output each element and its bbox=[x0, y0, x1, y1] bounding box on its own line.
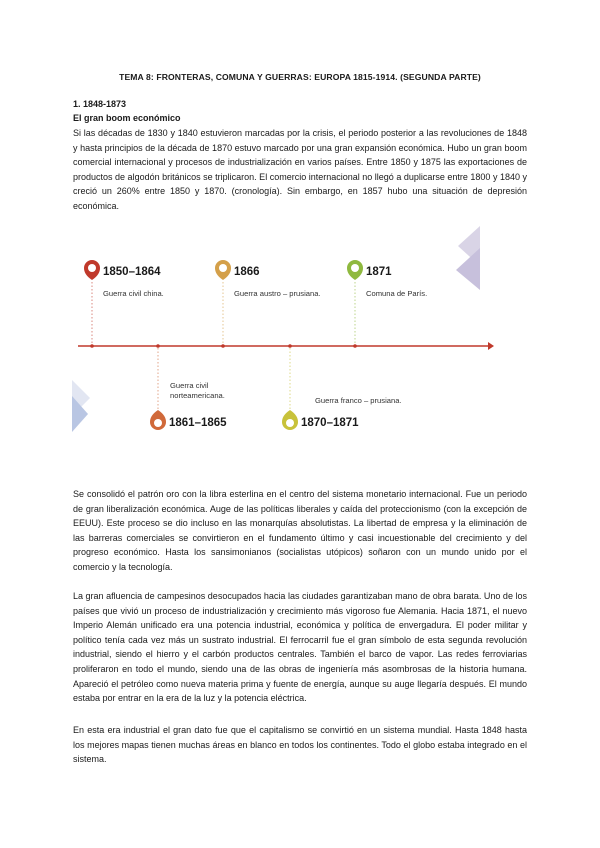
timeline-tick bbox=[156, 344, 160, 348]
paragraph-industrialization: La gran afluencia de campesinos desocupados hacia las ciudades garantizaban mano de obra barata. Uno de los países que vivió un proceso de industrialización y crecimiento más vigoroso fue Alemania. Hacia 1871, el nuevo Imperio Alemán unificado era una potencia industrial, económica y política de envergadura. El poder militar y político tenía cada vez más un sustrato industrial. El ferrocarril fue el gran símbolo de esta segunda revolución industrial, siendo el hierro y el carbón productos centrales. También el barco de vapor. Las redes ferroviarias proliferaron en todo el mundo, siendo una de las obras de ingeniería más asombrosas de la historia humana. Apareció el petróleo como nueva materia prima y fuente de energía, aunque su auge llegaría después. El mundo estaba por entrar en la era de la luz y la potencia eléctrica. bbox=[73, 591, 527, 704]
timeline-tick bbox=[221, 344, 225, 348]
timeline-event: norteamericana. bbox=[170, 391, 225, 400]
timeline-event: Comuna de París. bbox=[366, 289, 428, 298]
timeline-entry-1870 bbox=[282, 348, 402, 430]
timeline-entry-1850 bbox=[84, 260, 164, 344]
timeline-date: 1850–1864 bbox=[103, 266, 161, 278]
timeline-date: 1866 bbox=[234, 266, 260, 278]
timeline-date: 1871 bbox=[366, 266, 392, 278]
timeline-tick bbox=[288, 344, 292, 348]
timeline-entry-1861 bbox=[150, 348, 227, 430]
document-title: TEMA 8: FRONTERAS, COMUNA Y GUERRAS: EUROPA 1815-1914. (SEGUNDA PARTE) bbox=[119, 72, 481, 82]
paragraph-intro: Si las décadas de 1830 y 1840 estuvieron marcadas por la crisis, el periodo posterior a las revoluciones de 1848 y hasta principios de la década de 1870 estuvo marcado por una gran expansión económica. Hubo un gran boom comercial internacional y procesos de industrialización en varios países. Entre 1850 y 1875 las exportaciones de productos de algodón británicos se triplicaron. El comercio internacional no llegó a duplicarse entre 1800 y 1840 y creció un 260% entre 1850 y 1870. (cronología). Sin embargo, en 1857 hubo una situación de depresión económica. bbox=[73, 128, 527, 211]
subsection-heading: El gran boom económico bbox=[73, 113, 181, 123]
timeline-tick bbox=[353, 344, 357, 348]
timeline-event: Guerra civil bbox=[170, 381, 209, 390]
timeline-arrowhead bbox=[488, 342, 494, 350]
timeline-tick bbox=[90, 344, 94, 348]
timeline-event: Guerra civil china. bbox=[103, 289, 164, 298]
timeline-entry-1866 bbox=[215, 260, 321, 344]
paragraph-gold-standard: Se consolidó el patrón oro con la libra esterlina en el centro del sistema monetario internacional. Fue un periodo de gran liberalización económica. Auge de las políticas liberales y caída del proteccionismo (con la excepción de EEUU). Este proceso se dio incluso en las monarquías absolutistas. La libertad de empresa y la eliminación de las barreras comerciales se convirtieron en el fundamento último y casi incuestionable del crecimiento y del progreso económico. Hasta los sansimonianos (socialistas utópicos) soñaron con un mundo unido por el comercio y la tecnología. bbox=[73, 489, 527, 572]
timeline-graphic bbox=[0, 220, 600, 440]
timeline-event: Guerra franco – prusiana. bbox=[315, 396, 402, 405]
timeline-date: 1870–1871 bbox=[301, 417, 359, 429]
timeline-event: Guerra austro – prusiana. bbox=[234, 289, 321, 298]
paragraph-world-system: En esta era industrial el gran dato fue que el capitalismo se convirtió en un sistema mundial. Hasta 1848 hasta los mejores mapas tienen muchas áreas en blanco en todos los continentes. Todo el globo estaba integrado en el sistema. bbox=[73, 725, 527, 765]
section-heading: 1. 1848-1873 bbox=[73, 99, 127, 109]
timeline-date: 1861–1865 bbox=[169, 417, 227, 429]
timeline-entry-1871 bbox=[347, 260, 427, 344]
